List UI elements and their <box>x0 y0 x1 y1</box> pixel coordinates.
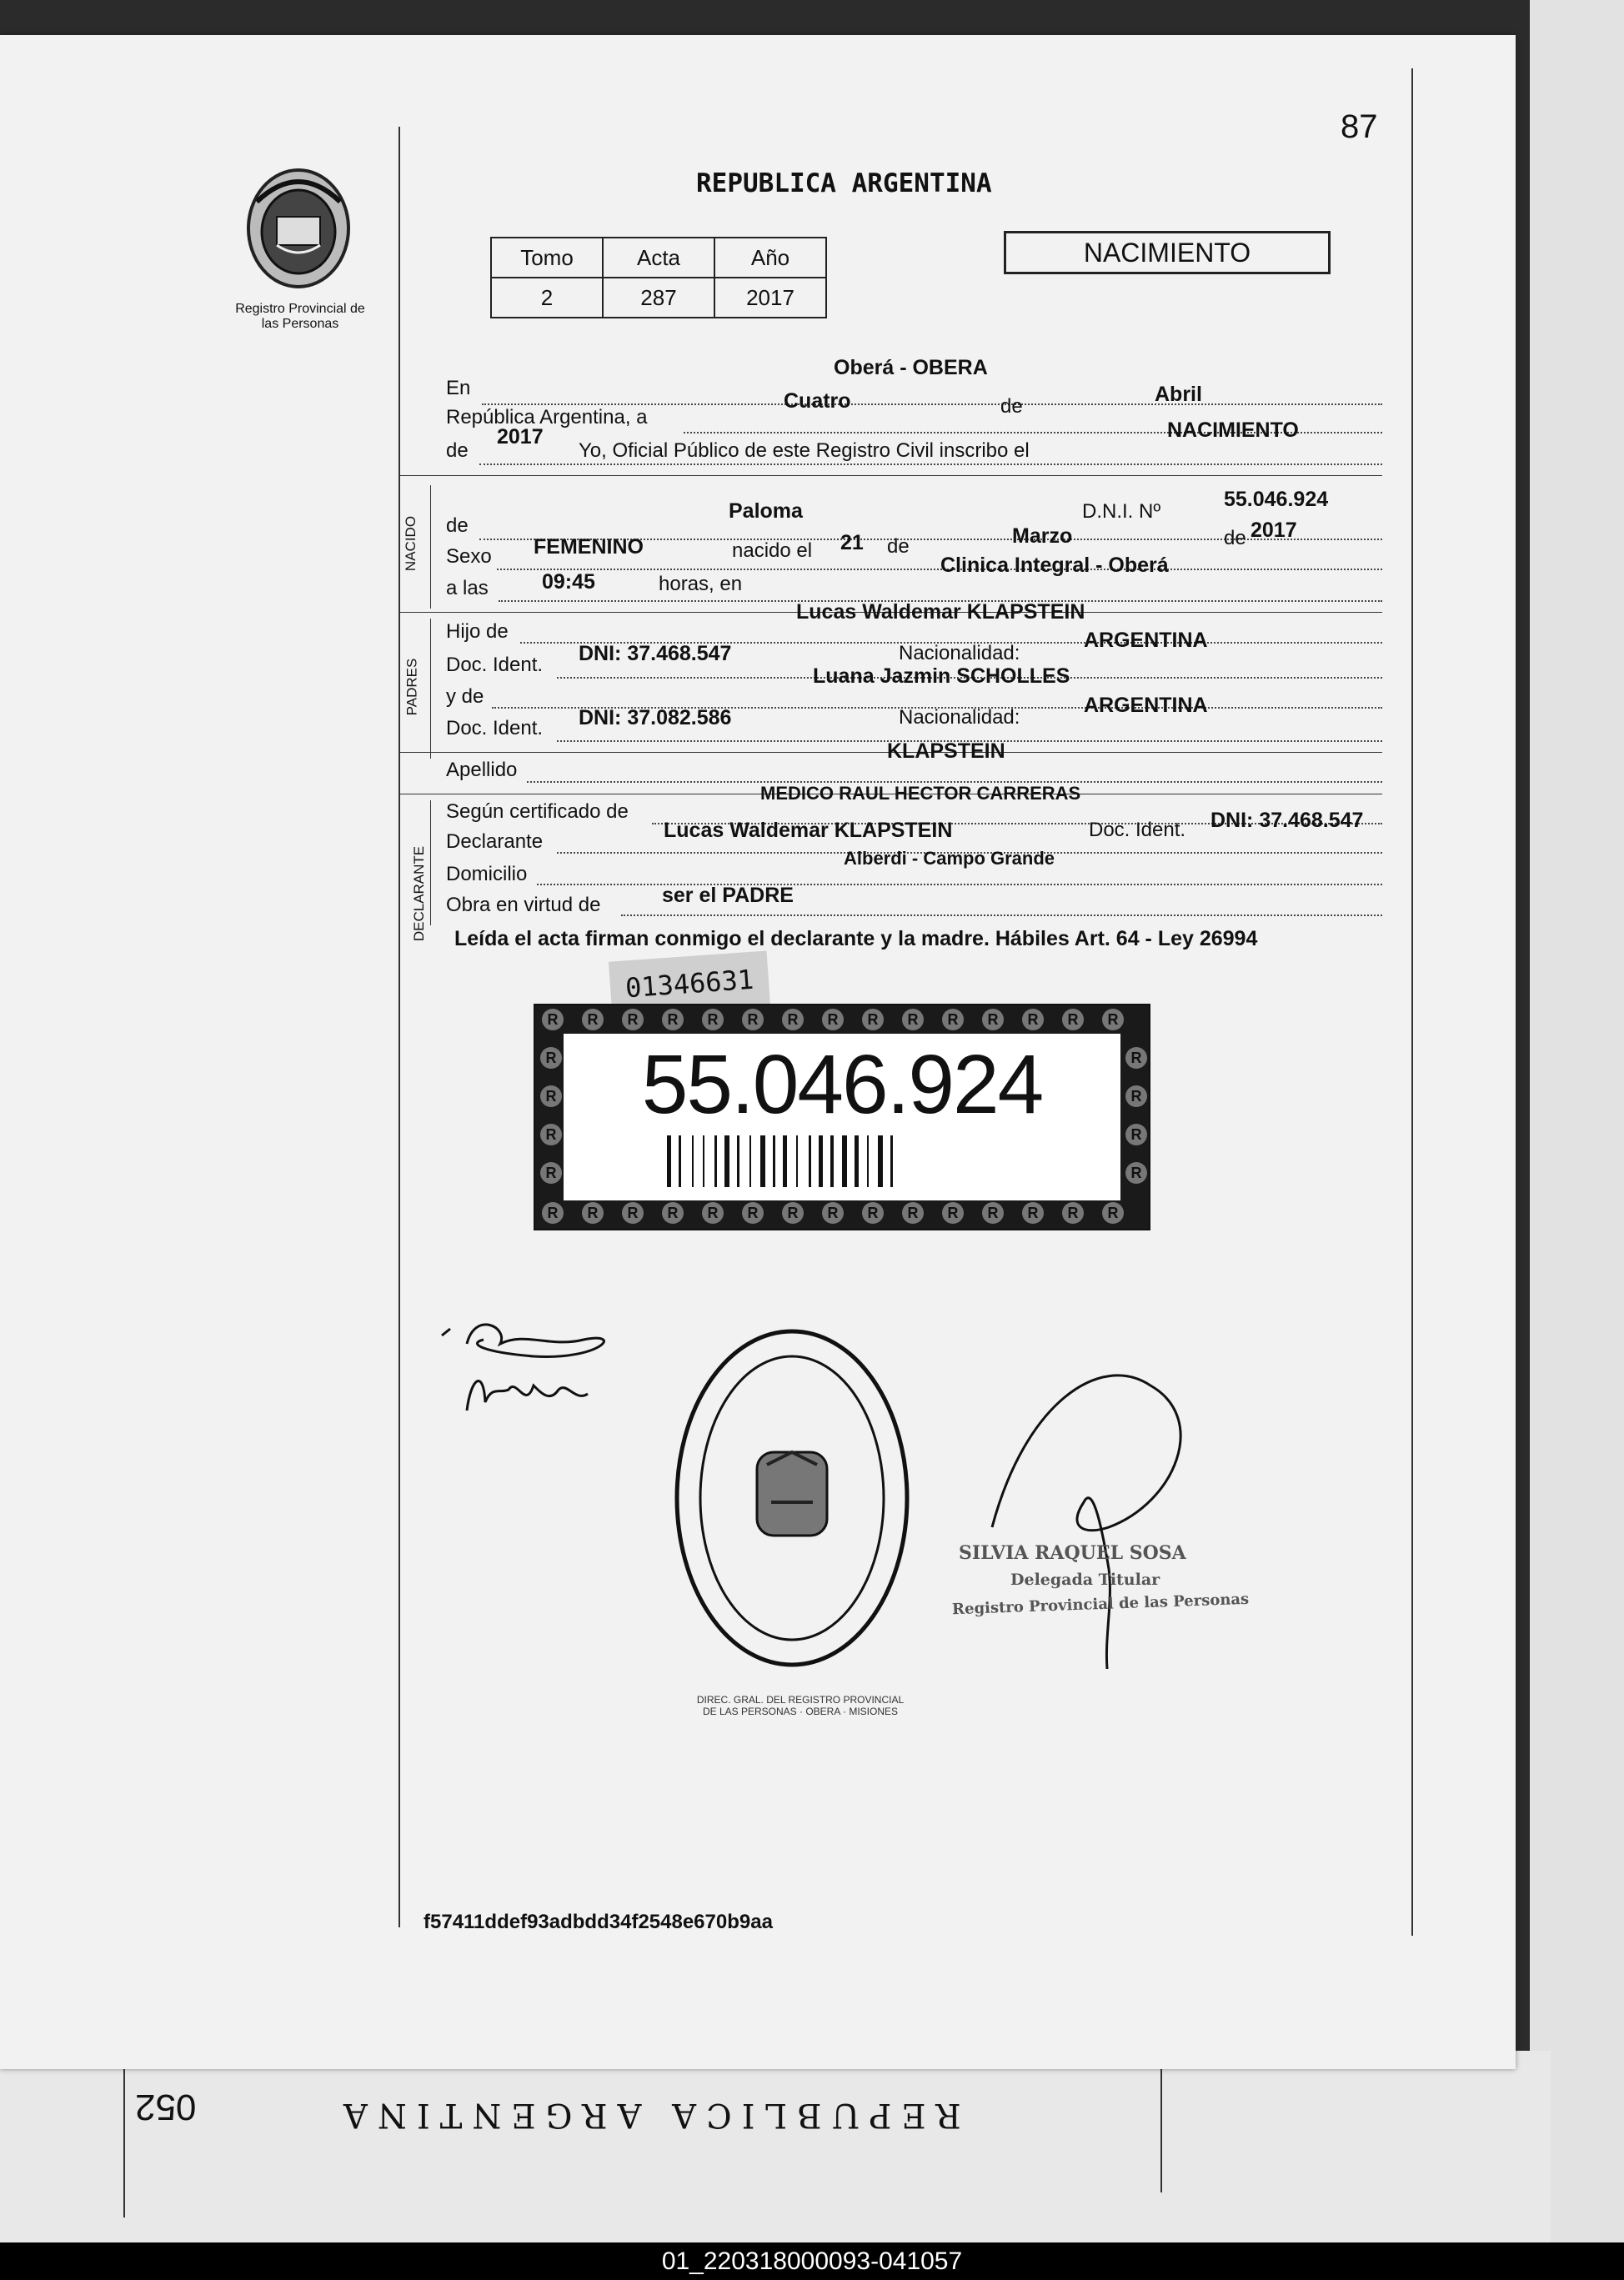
pattern-tile: R <box>1102 1202 1124 1224</box>
label-segun: Según certificado de <box>446 800 629 823</box>
side-label-padres: PADRES <box>403 658 420 716</box>
value-year: 2017 <box>497 425 544 448</box>
barcode-icon <box>667 1135 1017 1187</box>
barcode-bar <box>692 1135 694 1187</box>
pattern-tile: R <box>982 1202 1004 1224</box>
padres-rule <box>430 619 431 759</box>
value-mother-nationality: ARGENTINA <box>1084 694 1208 717</box>
barcode-bar <box>890 1135 893 1187</box>
barcode-bar <box>783 1135 787 1187</box>
label-nacionalidad-father: Nacionalidad: <box>899 642 1020 664</box>
section-divider-1 <box>398 475 1382 476</box>
value-declarant-dni: DNI: 37.468.547 <box>1210 809 1364 832</box>
label-hijo-de: Hijo de <box>446 620 509 643</box>
barcode-bar <box>773 1135 775 1187</box>
lower-page-number: 052 <box>135 2087 197 2127</box>
pattern-tile: R <box>702 1202 724 1224</box>
pattern-tile: R <box>540 1124 562 1145</box>
pattern-tile: R <box>902 1009 924 1030</box>
label-de-year: de <box>446 439 469 462</box>
official-role: Delegada Titular <box>1010 1571 1160 1589</box>
value-declarant: Lucas Waldemar KLAPSTEIN <box>664 819 953 842</box>
barcode-bar <box>855 1135 859 1187</box>
value-place: Oberá - OBERA <box>834 356 988 379</box>
label-nacido-el: nacido el <box>732 539 813 562</box>
lower-page-right-rule <box>1160 2067 1162 2192</box>
value-birth-time: 09:45 <box>542 570 595 594</box>
pattern-tile: R <box>540 1085 562 1107</box>
barcode-bar <box>819 1135 823 1187</box>
value-mother-dni: DNI: 37.082.586 <box>579 706 732 729</box>
barcode-label <box>534 1004 1150 1230</box>
pattern-tile: R <box>1022 1009 1044 1030</box>
pattern-tile: R <box>702 1009 724 1030</box>
label-apellido: Apellido <box>446 759 518 781</box>
side-label-declarante: DECLARANTE <box>411 845 428 942</box>
adjacent-page-strip <box>1530 0 1624 2251</box>
barcode-number: 55.046.924 <box>641 1038 1043 1131</box>
value-father-nationality: ARGENTINA <box>1084 629 1208 652</box>
value-birth-year: 2017 <box>1251 519 1297 542</box>
pattern-tile: R <box>822 1009 844 1030</box>
line-by-virtue <box>621 915 1382 916</box>
label-nacionalidad-mother: Nacionalidad: <box>899 706 1020 729</box>
label-domicilio: Domicilio <box>446 863 528 885</box>
document-hash: f57411ddef93adbdd34f2548e670b9aa <box>424 1911 773 1933</box>
pattern-tile: R <box>622 1202 644 1224</box>
label-de-birth-month: de <box>887 535 910 558</box>
value-month-word: Abril <box>1155 383 1202 406</box>
country-title: REPUBLICA ARGENTINA <box>696 168 992 198</box>
lower-page-country-text: REPUBLICA ARGENTINA <box>333 2096 961 2134</box>
pattern-tile: R <box>1125 1047 1147 1069</box>
left-margin-rule <box>398 127 400 1927</box>
pattern-tile: R <box>1125 1162 1147 1184</box>
doc-type-box: NACIMIENTO <box>1004 231 1331 274</box>
lower-page-left-rule <box>123 2067 125 2217</box>
value-by-virtue: ser el PADRE <box>662 884 794 907</box>
pattern-tile: R <box>662 1202 684 1224</box>
footer-bar <box>0 2242 1624 2280</box>
pattern-tile: R <box>942 1202 964 1224</box>
label-doc-ident-father: Doc. Ident. <box>446 654 544 676</box>
pattern-tile: R <box>540 1047 562 1069</box>
value-day-word: Cuatro <box>784 389 851 413</box>
value-certificate: MEDICO RAUL HECTOR CARRERAS <box>760 783 1081 804</box>
pattern-tile: R <box>742 1009 764 1030</box>
label-a-las: a las <box>446 577 489 599</box>
pattern-tile: R <box>662 1009 684 1030</box>
value-surname: KLAPSTEIN <box>887 739 1005 763</box>
barcode-panel <box>564 1034 1120 1200</box>
right-margin-rule <box>1411 68 1413 1936</box>
stamp-number: 01346631 <box>609 950 770 1016</box>
register-value-tomo: 2 <box>491 278 603 318</box>
barcode-bar <box>679 1135 681 1187</box>
official-office: Registro Provincial de las Personas <box>951 1590 1250 1619</box>
round-seal-icon <box>667 1319 917 1677</box>
barcode-bar <box>703 1135 704 1187</box>
barcode-bar <box>830 1135 834 1187</box>
lower-page <box>0 2051 1551 2251</box>
pattern-tile: R <box>862 1202 884 1224</box>
signature-1 <box>434 1310 625 1444</box>
label-horas: horas, en <box>659 573 743 595</box>
nacido-rule <box>430 485 431 609</box>
footer-id: 01_220318000093-041057 <box>661 2247 963 2275</box>
pattern-tile: R <box>582 1202 604 1224</box>
pattern-tile: R <box>902 1202 924 1224</box>
barcode-bar <box>796 1135 798 1187</box>
closing-text: Leída el acta firman conmigo el declarante y la madre. Hábiles Art. 64 - Ley 26994 <box>454 927 1258 950</box>
value-father-name: Lucas Waldemar KLAPSTEIN <box>796 600 1085 624</box>
barcode-bar <box>878 1135 883 1187</box>
line-en <box>482 403 1382 405</box>
pattern-tile: R <box>982 1009 1004 1030</box>
barcode-bar <box>842 1135 847 1187</box>
pattern-tile: R <box>1125 1085 1147 1107</box>
register-header-acta: Acta <box>603 238 714 278</box>
pattern-tile: R <box>542 1009 564 1030</box>
value-sex: FEMENINO <box>534 535 644 559</box>
pattern-tile: R <box>1102 1009 1124 1030</box>
side-label-nacido: NACIDO <box>403 515 419 572</box>
register-value-ano: 2017 <box>714 278 826 318</box>
round-seal-text: DIREC. GRAL. DEL REGISTRO PROVINCIAL DE LAS PERSONAS · OBERA · MISIONES <box>696 1694 905 1717</box>
pattern-tile: R <box>942 1009 964 1030</box>
barcode-bar <box>749 1135 751 1187</box>
barcode-bar <box>714 1135 717 1187</box>
pattern-tile: R <box>1125 1124 1147 1145</box>
barcode-bar <box>737 1135 739 1187</box>
label-dni: D.N.I. Nº <box>1082 500 1161 523</box>
value-dni: 55.046.924 <box>1224 488 1329 511</box>
certificate-page <box>0 35 1516 2069</box>
barcode-bar <box>760 1135 765 1187</box>
pattern-tile: R <box>1062 1009 1084 1030</box>
pattern-tile: R <box>822 1202 844 1224</box>
label-sexo: Sexo <box>446 545 492 568</box>
pattern-tile: R <box>582 1009 604 1030</box>
pattern-tile: R <box>1062 1202 1084 1224</box>
signature-official <box>959 1335 1259 1686</box>
barcode-bar <box>667 1135 671 1187</box>
register-header-tomo: Tomo <box>491 238 603 278</box>
line-yo <box>479 464 1382 465</box>
pattern-tile: R <box>862 1009 884 1030</box>
pattern-tile: R <box>742 1202 764 1224</box>
value-birth-day: 21 <box>840 531 864 554</box>
label-de-month: de <box>1000 395 1023 418</box>
value-birth-place: Clinica Integral - Oberá <box>940 554 1169 577</box>
label-obra: Obra en virtud de <box>446 894 601 916</box>
line-sexo <box>497 569 1382 570</box>
label-declarante: Declarante <box>446 830 544 853</box>
pattern-tile: R <box>782 1009 804 1030</box>
value-mother-name: Luana Jazmin SCHOLLES <box>813 664 1070 688</box>
register-table <box>490 237 827 318</box>
label-republica: República Argentina, a <box>446 406 648 428</box>
official-name: SILVIA RAQUEL SOSA <box>959 1542 1186 1564</box>
label-de-name: de <box>446 514 469 537</box>
declarante-rule <box>430 800 431 925</box>
pattern-tile: R <box>1022 1202 1044 1224</box>
value-birth-month: Marzo <box>1012 524 1073 548</box>
label-yo: Yo, Oficial Público de este Registro Civil inscribo el <box>579 439 1030 462</box>
register-header-ano: Año <box>714 238 826 278</box>
pattern-tile: R <box>542 1202 564 1224</box>
value-act-type: NACIMIENTO <box>1167 418 1299 442</box>
registry-label: Registro Provincial de las Personas <box>235 302 365 331</box>
label-y-de: y de <box>446 685 484 708</box>
label-doc-ident-declarant: Doc. Ident. <box>1089 819 1186 841</box>
label-en: En <box>446 377 471 399</box>
value-father-dni: DNI: 37.468.547 <box>579 642 732 665</box>
page-number: 87 <box>1341 108 1378 145</box>
label-doc-ident-mother: Doc. Ident. <box>446 717 544 739</box>
barcode-bar <box>867 1135 869 1187</box>
label-de-birth-year: de <box>1224 527 1246 549</box>
value-address: Alberdi - Campo Grande <box>844 848 1055 869</box>
pattern-tile: R <box>540 1162 562 1184</box>
value-name: Paloma <box>729 499 803 523</box>
barcode-bar <box>809 1135 811 1187</box>
barcode-bar <box>724 1135 729 1187</box>
pattern-tile: R <box>782 1202 804 1224</box>
register-value-acta: 287 <box>603 278 714 318</box>
pattern-tile: R <box>622 1009 644 1030</box>
